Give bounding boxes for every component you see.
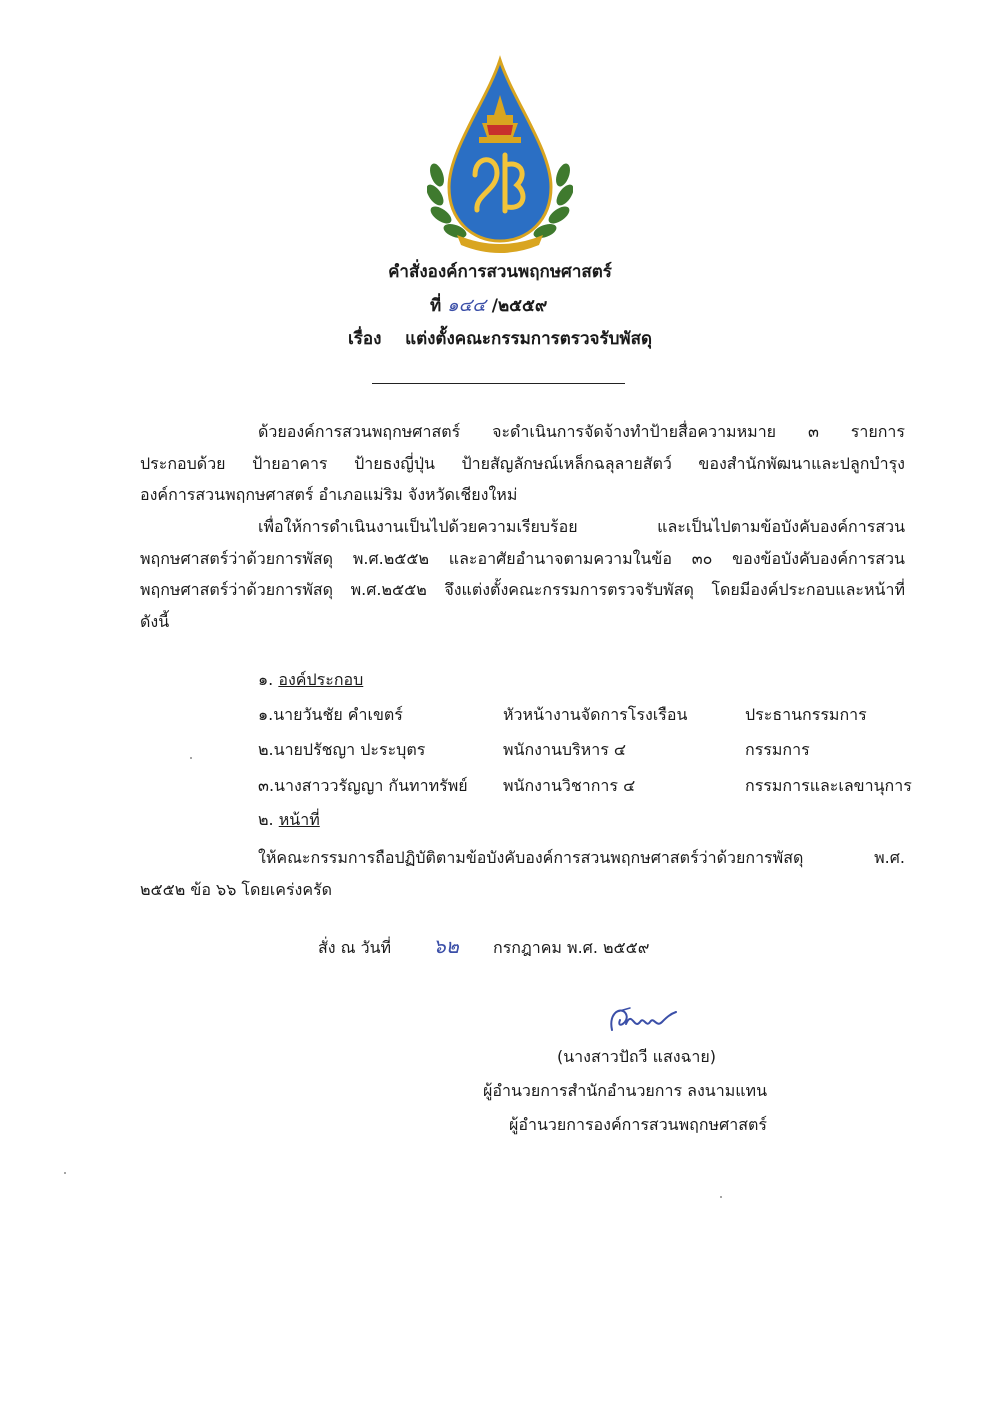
order-number-prefix: ที่ [430, 296, 442, 316]
signatory-name: (นางสาวปัถวี แสงฉาย) [557, 1047, 717, 1066]
paragraph-2 [140, 511, 905, 637]
paragraph-line: ๒๕๕๒ ข้อ ๖๖ โดยเคร่งครัด [140, 879, 333, 899]
order-title: คำสั่งองค์การสวนพฤกษศาสตร์ [388, 262, 612, 282]
section-title: หน้าที่ [278, 810, 320, 829]
header-divider [372, 383, 625, 384]
section-number: ๑. [258, 670, 274, 689]
paragraph-line: องค์การสวนพฤกษศาสตร์ อำเภอแม่ริม จังหวัดเชียงใหม่ [140, 485, 518, 504]
scan-speck [64, 1172, 66, 1174]
member-name: ๑.นายวันชัย คำเขตร์ [258, 705, 403, 724]
scan-speck [190, 757, 192, 759]
section-1-heading [258, 668, 363, 693]
member-position: หัวหน้างานจัดการโรงเรือน [503, 705, 688, 724]
member-name: ๒.นายปรัชญา ปะระบุตร [258, 740, 426, 759]
section-number: ๒. [258, 810, 274, 829]
scan-speck [720, 1196, 722, 1198]
order-date-day-handwritten: ๖๒ [433, 934, 459, 958]
subject-text: แต่งตั้งคณะกรรมการตรวจรับพัสดุ [405, 329, 652, 349]
paragraph-line: ให้คณะกรรมการถือปฏิบัติตามข้อบังคับองค์การสวนพฤกษศาสตร์ว่าด้วยการพัสดุ พ.ศ. [258, 848, 905, 867]
member-role: ประธานกรรมการ [745, 705, 867, 724]
member-role: กรรมการและเลขานุการ [745, 776, 912, 795]
order-subject [0, 325, 1000, 352]
member-position: พนักงานวิชาการ ๔ [503, 776, 636, 795]
handwritten-signature [600, 1000, 680, 1040]
order-number-suffix: /๒๕๕๙ [491, 296, 548, 316]
section-2-heading [258, 808, 320, 833]
signatory-title-1: ผู้อำนวยการสำนักอำนวยการ ลงนามแทน [483, 1081, 768, 1100]
member-name: ๓.นางสาววรัญญา กันทาทรัพย์ [258, 776, 468, 795]
paragraph-line: เพื่อให้การดำเนินงานเป็นไปด้วยความเรียบร้อย และเป็นไปตามข้อบังคับองค์การสวน [258, 517, 905, 536]
paragraph-1 [140, 416, 905, 511]
paragraph-line: พฤกษศาสตร์ว่าด้วยการพัสดุ พ.ศ.๒๕๕๒ จึงแต่งตั้งคณะกรรมการตรวจรับพัสดุ โดยมีองค์ประกอบและหน้าที่ [140, 580, 905, 599]
subject-label: เรื่อง [347, 329, 382, 349]
organization-logo [427, 55, 573, 255]
order-number [430, 290, 547, 319]
order-date-month-year: กรกฎาคม พ.ศ. ๒๕๕๙ [493, 938, 650, 957]
member-position: พนักงานบริหาร ๔ [503, 740, 626, 759]
duty-paragraph [140, 842, 905, 905]
paragraph-line: ด้วยองค์การสวนพฤกษศาสตร์ จะดำเนินการจัดจ้างทำป้ายสื่อความหมาย ๓ รายการ [258, 422, 905, 441]
signatory-title-2: ผู้อำนวยการองค์การสวนพฤกษศาสตร์ [509, 1115, 767, 1134]
section-title: องค์ประกอบ [278, 670, 364, 689]
paragraph-line: พฤกษศาสตร์ว่าด้วยการพัสดุ พ.ศ.๒๕๕๒ และอาศัยอำนาจตามความในข้อ ๓๐ ของข้อบังคับองค์การสวน [140, 548, 905, 568]
member-role: กรรมการ [745, 740, 810, 759]
paragraph-line: ประกอบด้วย ป้ายอาคาร ป้ายธงญี่ปุ่น ป้ายสัญลักษณ์เหล็กฉลุลายสัตว์ ของสำนักพัฒนาและปลูกบำรุง [140, 453, 905, 473]
order-number-handwritten: ๑๔๔ [447, 295, 486, 316]
paragraph-line: ดังนี้ [140, 611, 170, 631]
order-date-prefix: สั่ง ณ วันที่ [318, 938, 392, 957]
